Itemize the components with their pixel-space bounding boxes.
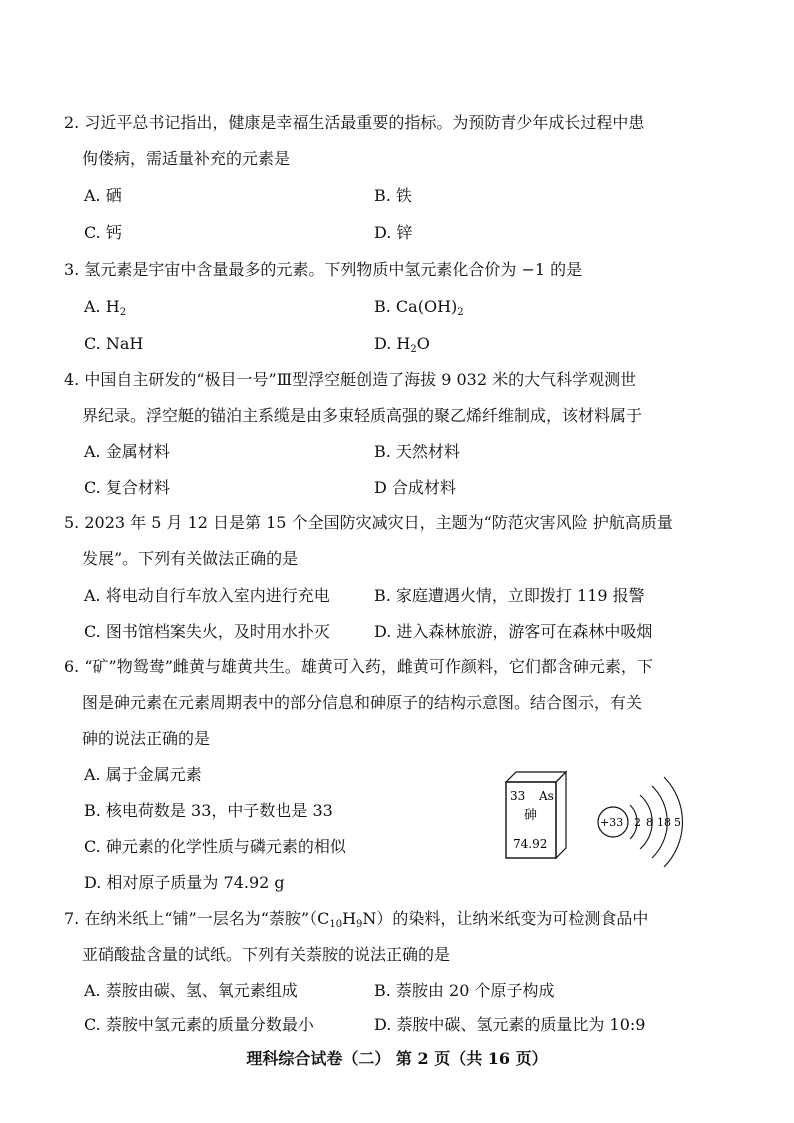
q7-option-d: D. 萘胺中碳、氢元素的质量比为 10:9 — [374, 1015, 646, 1034]
element-name: 砷 — [524, 808, 538, 823]
q7-option-c: C. 萘胺中氢元素的质量分数最小 — [84, 1015, 314, 1034]
q2-stem-line1: 2. 习近平总书记指出，健康是幸福生活最重要的指标。为预防青少年成长过程中患 — [64, 113, 645, 132]
q3-stem-line1: 3. 氢元素是宇宙中含量最多的元素。下列物质中氢元素化合价为 −1 的是 — [64, 260, 583, 279]
shell-3-electrons: 18 — [657, 816, 671, 829]
q7-stem-line2: 亚硝酸盐含量的试纸。下列有关萘胺的说法正确的是 — [82, 945, 451, 964]
q4-stem-line1: 4. 中国自主研发的“极目一号”Ⅲ型浮空艇创造了海拔 9 032 米的大气科学观测世 — [64, 370, 637, 389]
q6-stem-line1: 6. “矿”物鸳鸯”雌黄与雄黄共生。雄黄可入药，雌黄可作颜料，它们都含砷元素，下 — [64, 657, 653, 676]
q6-option-d: D. 相对原子质量为 74.92 g — [84, 873, 285, 892]
q5-option-d: D. 进入森林旅游，游客可在森林中吸烟 — [374, 622, 653, 641]
q4-stem-line2: 界纪录。浮空艇的锚泊主系缆是由多束轻质高强的聚乙烯纤维制成，该材料属于 — [82, 406, 643, 425]
q2-option-d: D. 锌 — [374, 223, 413, 242]
q2-option-b: B. 铁 — [374, 186, 412, 205]
q4-option-c: C. 复合材料 — [84, 478, 170, 497]
q2-stem-line2: 佝偻病，需适量补充的元素是 — [82, 149, 291, 168]
q3-option-b: B. $Ca(OH)_2$ — [374, 297, 464, 318]
q5-option-c: C. 图书馆档案失火，及时用水扑灭 — [84, 622, 330, 641]
q3-option-d: D. $H_2O$ — [374, 334, 430, 355]
atom-structure-diagram — [598, 777, 682, 867]
q5-option-b: B. 家庭遭遇火情，立即拨打 119 报警 — [374, 586, 645, 605]
q5-stem-line1: 5. 2023 年 5 月 12 日是第 15 个全国防灾减灾日，主题为“防范灾害风险 护航高质量 — [64, 513, 673, 532]
q7-option-a: A. 萘胺由碳、氢、氧元素组成 — [84, 981, 298, 1000]
q3-option-a: A. $H_2$ — [84, 297, 127, 318]
q6-option-a: A. 属于金属元素 — [84, 765, 202, 784]
nucleus-charge: +33 — [600, 816, 624, 829]
periodic-table-cell — [506, 772, 566, 858]
q7-stem-line1: 7. 在纳米纸上“铺”一层名为“萘胺$”(C_{10}H_9N)$的染料，让纳米纸变为可检测食品中 — [64, 909, 649, 930]
q4-option-a: A. 金属材料 — [84, 442, 170, 461]
q3-option-c: C. NaH — [84, 334, 144, 353]
atomic-number: 33 — [510, 789, 526, 803]
page-footer: 理科综合试卷（二） 第 2 页（共 16 页） — [246, 1049, 548, 1068]
shell-2-electrons: 8 — [646, 816, 653, 829]
arsenic-figure — [500, 760, 700, 870]
q4-option-b: B. 天然材料 — [374, 442, 460, 461]
q6-stem-line2: 图是砷元素在元素周期表中的部分信息和砷原子的结构示意图。结合图示，有关 — [82, 693, 643, 712]
q2-option-a: A. 硒 — [84, 186, 122, 205]
q7-option-b: B. 萘胺由 20 个原子构成 — [374, 981, 555, 1000]
q5-option-a: A. 将电动自行车放入室内进行充电 — [84, 586, 330, 605]
shell-4-electrons: 5 — [674, 816, 681, 829]
q6-stem-line3: 砷的说法正确的是 — [82, 729, 211, 748]
element-symbol: As — [539, 789, 554, 803]
atomic-mass: 74.92 — [513, 837, 548, 851]
q4-option-d: D 合成材料 — [374, 478, 456, 497]
q6-option-b: B. 核电荷数是 33，中子数也是 33 — [84, 801, 333, 820]
q6-option-c: C. 砷元素的化学性质与磷元素的相似 — [84, 837, 346, 856]
q5-stem-line2: 发展”。下列有关做法正确的是 — [82, 549, 299, 568]
shell-1-electrons: 2 — [634, 816, 641, 829]
q2-option-c: C. 钙 — [84, 223, 122, 242]
